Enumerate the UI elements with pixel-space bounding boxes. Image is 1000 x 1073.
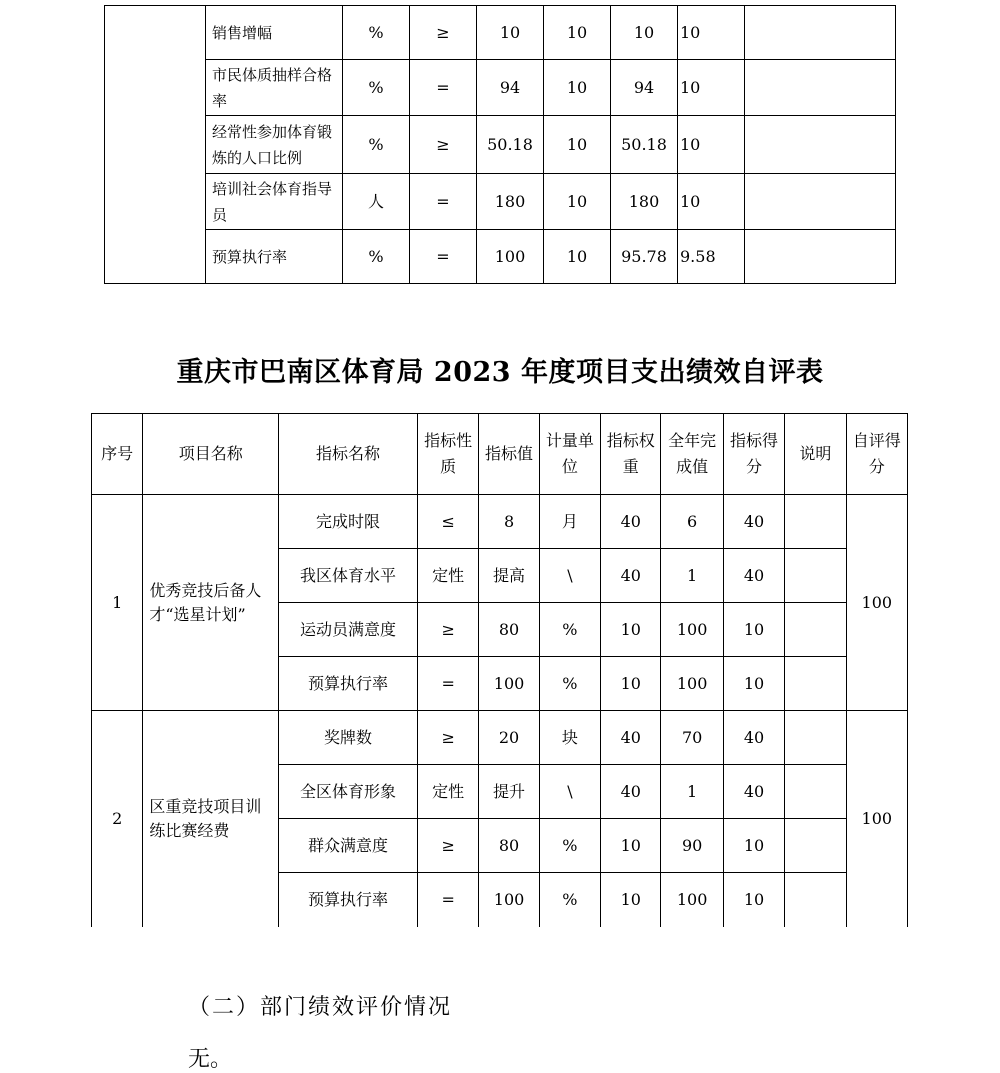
header-cell: 指标得分 (723, 414, 784, 495)
indicator-unit: \ (539, 549, 600, 603)
table-row (105, 6, 896, 60)
indicator-value: 100 (479, 873, 539, 927)
unit-cell: % (343, 6, 410, 60)
indicator-score: 40 (723, 765, 784, 819)
note-cell (785, 711, 846, 765)
indicator-weight: 40 (601, 711, 661, 765)
indicator-value: 80 (479, 819, 539, 873)
operator-cell: ≥ (410, 116, 477, 174)
header-row (92, 414, 908, 495)
operator-cell: ≥ (410, 6, 477, 60)
indicator-done: 1 (661, 765, 723, 819)
score-cell: 10 (678, 60, 745, 116)
target-cell: 94 (477, 60, 544, 116)
indicator-score: 40 (723, 495, 784, 549)
section-body: 无。 (188, 1047, 233, 1072)
note-cell (785, 603, 846, 657)
indicator-unit: % (539, 819, 600, 873)
project-evaluation-table (91, 413, 908, 927)
indicator-done: 1 (661, 549, 723, 603)
weight-cell: 10 (544, 6, 611, 60)
indicator-weight: 10 (601, 603, 661, 657)
indicator-weight: 40 (601, 765, 661, 819)
header-cell: 项目名称 (143, 414, 279, 495)
indicator-score: 10 (723, 873, 784, 927)
table-row (92, 495, 908, 549)
indicator-nature: ≥ (417, 819, 478, 873)
indicator-name: 预算执行率 (279, 873, 418, 927)
indicator-value: 提高 (479, 549, 539, 603)
indicator-nature: = (417, 657, 478, 711)
indicator-name: 我区体育水平 (279, 549, 418, 603)
top-indicator-table (104, 5, 896, 284)
section-heading: （二）部门绩效评价情况 (188, 995, 453, 1020)
indicator-unit: 块 (539, 711, 600, 765)
page-title: 重庆市巴南区体育局 2023 年度项目支出绩效自评表 (176, 357, 824, 388)
indicator-nature: ≥ (417, 711, 478, 765)
indicator-nature: 定性 (417, 549, 478, 603)
indicator-nature: ≤ (417, 495, 478, 549)
header-cell: 说明 (785, 414, 846, 495)
indicator-score: 10 (723, 657, 784, 711)
indicator-unit: % (539, 603, 600, 657)
header-cell: 指标值 (479, 414, 539, 495)
indicator-name: 完成时限 (279, 495, 418, 549)
self-score: 100 (846, 495, 907, 711)
score-cell: 10 (678, 174, 745, 230)
project-number: 2 (92, 711, 143, 927)
note-cell (745, 6, 896, 60)
table-row (105, 60, 896, 116)
header-cell: 全年完成值 (661, 414, 723, 495)
table-row (105, 230, 896, 284)
score-cell: 10 (678, 116, 745, 174)
note-cell (745, 116, 896, 174)
indicator-unit: % (539, 873, 600, 927)
operator-cell: = (410, 230, 477, 284)
header-cell: 指标权重 (601, 414, 661, 495)
note-cell (785, 873, 846, 927)
actual-cell: 94 (611, 60, 678, 116)
weight-cell: 10 (544, 230, 611, 284)
note-cell (745, 60, 896, 116)
actual-cell: 95.78 (611, 230, 678, 284)
indicator-value: 8 (479, 495, 539, 549)
operator-cell: = (410, 174, 477, 230)
indicator-score: 40 (723, 549, 784, 603)
indicator-done: 70 (661, 711, 723, 765)
project-name: 优秀竞技后备人才“选星计划” (143, 495, 279, 711)
weight-cell: 10 (544, 174, 611, 230)
indicator-weight: 40 (601, 495, 661, 549)
indicator-value: 20 (479, 711, 539, 765)
indicator-score: 10 (723, 603, 784, 657)
note-cell (785, 765, 846, 819)
indicator-name: 群众满意度 (279, 819, 418, 873)
indicator-name: 全区体育形象 (279, 765, 418, 819)
note-cell (745, 230, 896, 284)
indicator-name: 预算执行率 (279, 657, 418, 711)
target-cell: 10 (477, 6, 544, 60)
target-cell: 50.18 (477, 116, 544, 174)
indicator-name: 市民体质抽样合格率 (206, 60, 343, 116)
unit-cell: % (343, 230, 410, 284)
indicator-value: 提升 (479, 765, 539, 819)
self-score: 100 (846, 711, 907, 927)
project-number: 1 (92, 495, 143, 711)
indicator-done: 100 (661, 603, 723, 657)
header-cell: 指标性质 (417, 414, 478, 495)
unit-cell: % (343, 116, 410, 174)
indicator-name: 培训社会体育指导员 (206, 174, 343, 230)
weight-cell: 10 (544, 60, 611, 116)
indicator-nature: ≥ (417, 603, 478, 657)
indicator-score: 10 (723, 819, 784, 873)
indicator-weight: 10 (601, 657, 661, 711)
indicator-done: 100 (661, 657, 723, 711)
indicator-weight: 10 (601, 873, 661, 927)
note-cell (785, 495, 846, 549)
target-cell: 100 (477, 230, 544, 284)
actual-cell: 10 (611, 6, 678, 60)
header-cell: 序号 (92, 414, 143, 495)
score-cell: 9.58 (678, 230, 745, 284)
actual-cell: 180 (611, 174, 678, 230)
score-cell: 10 (678, 6, 745, 60)
operator-cell: = (410, 60, 477, 116)
unit-cell: 人 (343, 174, 410, 230)
header-cell: 计量单位 (539, 414, 600, 495)
note-cell (785, 657, 846, 711)
actual-cell: 50.18 (611, 116, 678, 174)
indicator-nature: 定性 (417, 765, 478, 819)
indicator-nature: = (417, 873, 478, 927)
unit-cell: % (343, 60, 410, 116)
blank-cell (105, 6, 206, 284)
indicator-value: 80 (479, 603, 539, 657)
indicator-weight: 40 (601, 549, 661, 603)
indicator-name: 销售增幅 (206, 6, 343, 60)
indicator-unit: \ (539, 765, 600, 819)
project-name: 区重竞技项目训练比赛经费 (143, 711, 279, 927)
indicator-done: 90 (661, 819, 723, 873)
indicator-name: 预算执行率 (206, 230, 343, 284)
indicator-name: 奖牌数 (279, 711, 418, 765)
indicator-done: 100 (661, 873, 723, 927)
indicator-unit: % (539, 657, 600, 711)
indicator-done: 6 (661, 495, 723, 549)
indicator-weight: 10 (601, 819, 661, 873)
table-row (105, 116, 896, 174)
note-cell (785, 549, 846, 603)
note-cell (785, 819, 846, 873)
indicator-name: 经常性参加体育锻炼的人口比例 (206, 116, 343, 174)
indicator-name: 运动员满意度 (279, 603, 418, 657)
target-cell: 180 (477, 174, 544, 230)
table-row (92, 711, 908, 765)
note-cell (745, 174, 896, 230)
indicator-unit: 月 (539, 495, 600, 549)
indicator-value: 100 (479, 657, 539, 711)
table-row (105, 174, 896, 230)
weight-cell: 10 (544, 116, 611, 174)
header-cell: 自评得分 (846, 414, 907, 495)
indicator-score: 40 (723, 711, 784, 765)
header-cell: 指标名称 (279, 414, 418, 495)
